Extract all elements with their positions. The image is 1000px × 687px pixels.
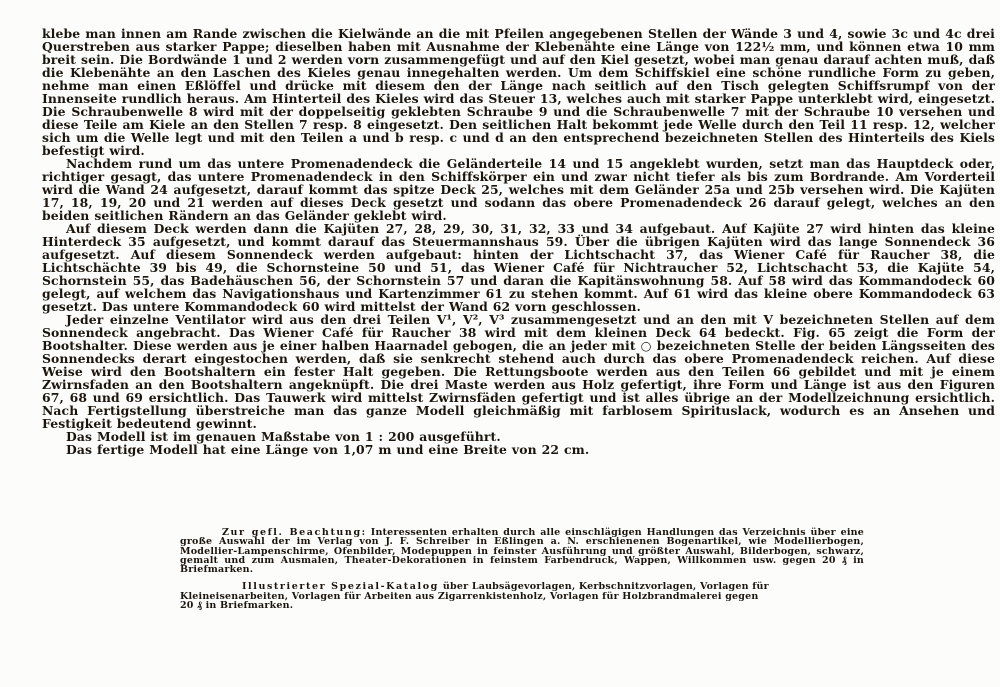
notice-text-spezial-katalog: über Laubsägevorlagen, Kerbschnitzvorlagen, Vorlagen für Kleineisenarbeiten, Vorlagen für Arbeiten aus Zigarrenkistenholz, Vorlagen für Holzbrandmalerei gegen 20 ₰ in Briefmarken. bbox=[180, 581, 769, 612]
line-model-dimensions: Das fertige Modell hat eine Länge von 1,07 m und eine Breite von 22 cm. bbox=[66, 442, 590, 457]
line-model-scale: Das Modell ist im genauen Maßstabe von 1 : 200 ausgeführt. bbox=[66, 429, 501, 444]
notice-paragraph-spezial-katalog bbox=[180, 582, 772, 610]
notice-lead-beachtung: Zur gefl. Beachtung: bbox=[222, 527, 367, 538]
notice-text-beachtung: Interessenten erhalten durch alle einschlägigen Handlungen das Verzeichnis über eine große Auswahl der im Verlag von J. F. Schreiber in Eßlingen a. N. erschienenen Bogenartikel, wie Modellierbogen, Modellier-Lampenschirme, Ofenbilder, Modepuppen in feinster Ausführung und größter Auswahl, Bilderbogen, schwarz, gemalt und zum Ausmalen, Theater-Dekorationen in feinstem Farbendruck, Wappen, Willkommen usw. gegen 20 ₰ in Briefmarken. bbox=[180, 527, 864, 576]
paragraph-upper-decks-cabins: Auf diesem Deck werden dann die Kajüten 27, 28, 29, 30, 31, 32, 33 und 34 aufgebaut. Auf Kajüte 27 wird hinten das kleine Hinterdeck 35 aufgesetzt, und kommt darauf das Steuermannshaus 59. Über die übrigen Kajüten wird das lange Sonnendeck 36 aufgesetzt. Auf diesem Sonnendeck werden aufgebaut: hinten der Lichtschacht 37, das Wiener Café für Raucher 38, die Lichtschächte 39 bis 49, die Schornsteine 50 und 51, das Wiener Café für Nichtraucher 52, Lichtschacht 53, die Kajüte 54, Schornstein 55, das Badehäuschen 56, der Schornstein 57 und daran die Kapitänswohnung 58. Auf 58 wird das Kommandodeck 60 gelegt, auf welchem das Navigationshaus und Kartenzimmer 61 zu stehen kommt. Auf 61 wird das kleine obere Kommandodeck 63 gesetzt. Das untere Kommandodeck 60 wird mittelst der Wand 62 vorn geschlossen. bbox=[42, 221, 995, 314]
publisher-notice-block bbox=[180, 528, 864, 610]
paragraph-ventilators-boats-rigging: Jeder einzelne Ventilator wird aus den drei Teilen V¹, V², V³ zusammengesetzt und an den mit V bezeichneten Stellen auf dem Sonnendeck angebracht. Das Wiener Café für Raucher 38 wird mit dem kleinen Deck 64 bedeckt. Fig. 65 zeigt die Form der Bootshalter. Diese werden aus je einer halben Haarnadel gebogen, die an jeder mit ○ bezeichneten Stelle der beiden Längsseiten des Sonnendecks derart eingestochen werden, daß sie senkrecht stehend auch durch das obere Promenadendeck reichen. Auf diese Weise wird den Bootshaltern ein fester Halt gegeben. Die Rettungsboote werden aus den Teilen 66 gebildet und mit je einem Zwirnsfaden an den Bootshaltern angeknüpft. Die drei Maste werden aus Holz gefertigt, ihre Form und Länge ist aus den Figuren 67, 68 und 69 ersichtlich. Das Tauwerk wird mittelst Zwirnsfäden gefertigt und ist alles übrige an der Modellzeichnung ersichtlich. Nach Fertigstellung überstreiche man das ganze Modell gleichmäßig mit farblosem Spirituslack, wodurch es an Ansehen und Festigkeit bedeutend gewinnt. bbox=[42, 312, 995, 431]
paragraph-promenade-deck: Nachdem rund um das untere Promenadendeck die Geländerteile 14 und 15 angeklebt wurden, setzt man das Hauptdeck oder, richtiger gesagt, das untere Promenadendeck in den Schiffskörper ein und zwar nicht tiefer als bis zum Bordrande. Am Vorderteil wird die Wand 24 aufgesetzt, darauf kommt das spitze Deck 25, welches mit dem Geländer 25a und 25b versehen wird. Die Kajüten 17, 18, 19, 20 und 21 werden auf dieses Deck gesetzt und sodann das obere Promenadendeck 26 darauf gelegt, welches an den beiden seitlichen Rändern an das Geländer geklebt wird. bbox=[42, 156, 995, 223]
notice-paragraph-beachtung bbox=[180, 528, 864, 574]
instruction-text-block bbox=[42, 27, 995, 456]
paragraph-hull-keel-assembly: klebe man innen am Rande zwischen die Kielwände an die mit Pfeilen angegebenen Stellen der Wände 3 und 4, sowie 3c und 4c drei Querstreben aus starker Pappe; dieselben haben mit Ausnahme der Klebenähte eine Länge von 122½ mm, und können etwa 10 mm breit sein. Die Bordwände 1 und 2 werden vorn zusammengefügt und auf den Kiel gesetzt, wobei man genau darauf achten muß, daß die Klebenähte an den Laschen des Kieles genau innegehalten werden. Um dem Schiffskiel eine schöne rundliche Form zu geben, nehme man einen Eßlöffel und drücke mit diesem den der Länge nach seitlich auf den Tisch gelegten Schiffsrumpf von der Innenseite rundlich heraus. Am Hinterteil des Kieles wird das Steuer 13, welches auch mit starker Pappe unterklebt wird, eingesetzt. Die Schraubenwelle 8 wird mit der doppelseitig geklebten Schraube 9 und die Schraubenwelle 7 mit der Schraube 10 versehen und diese Teile am Kiele an den Stellen 7 resp. 8 eingesetzt. Den seitlichen Halt bekommt jede Welle durch den Teil 11 resp. 12, welcher sich um die Welle legt und mit den Teilen a und b resp. c und d an den entsprechend bezeichneten Stellen des Hinterteils des Kiels befestigt wird. bbox=[42, 26, 995, 158]
notice-lead-spezial-katalog: Illustrierter Spezial-Katalog bbox=[242, 581, 439, 593]
